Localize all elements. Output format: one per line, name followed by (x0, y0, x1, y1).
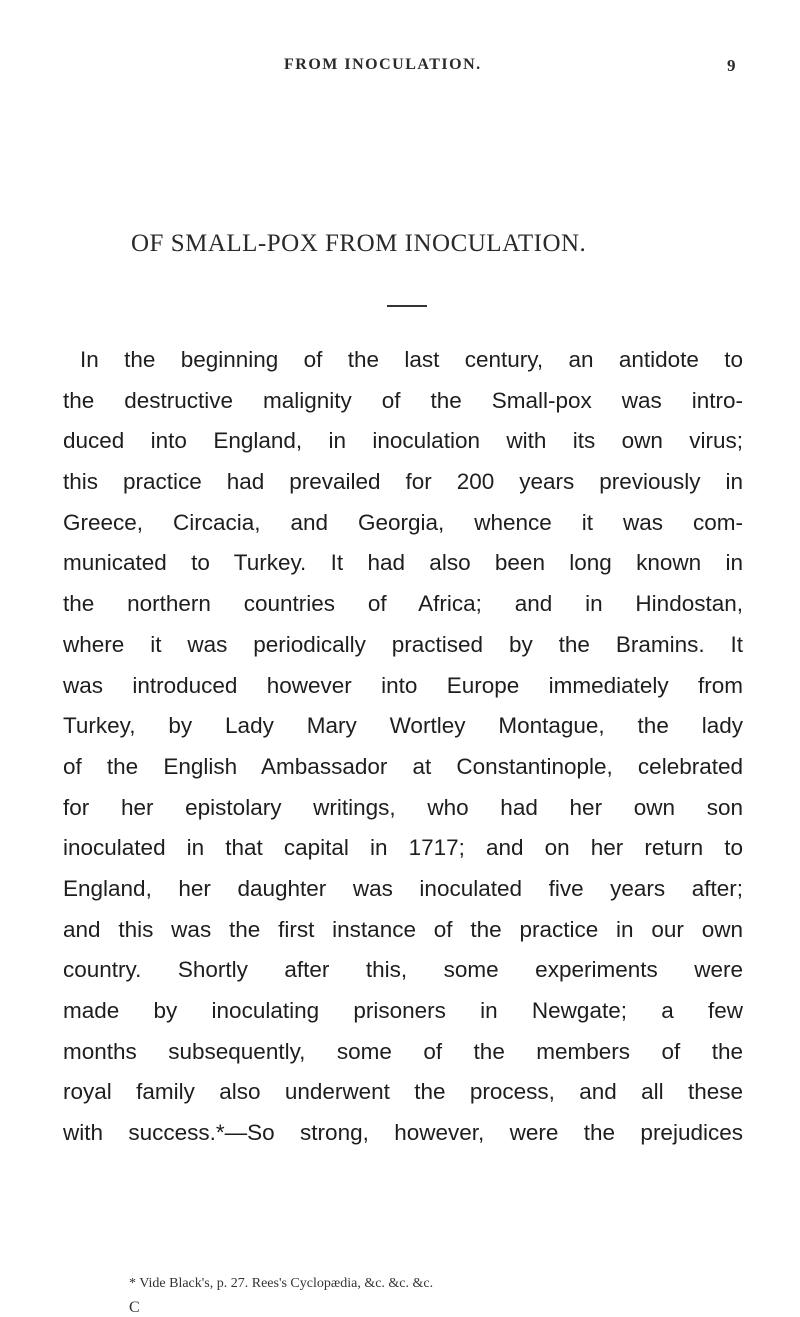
text-line: and this was the first instance of the practice in our own (63, 916, 743, 942)
text-line: of the English Ambassador at Constantinople, celebrated (63, 753, 743, 779)
running-head (0, 56, 800, 80)
footnote: * Vide Black's, p. 27. Rees's Cyclopædia, &c. &c. &c. (129, 1276, 434, 1291)
text-line: royal family also underwent the process, and all these (63, 1079, 743, 1105)
text-line: Turkey, by Lady Mary Wortley Montague, the lady (63, 713, 743, 739)
text-line: where it was periodically practised by the Bramins. It (63, 631, 743, 657)
signature-mark: C (129, 1299, 140, 1316)
text-line: months subsequently, some of the members of the (63, 1038, 743, 1064)
text-line: was introduced however into Europe immediately from (63, 672, 743, 698)
text-line: inoculated in that capital in 1717; and on her return to (63, 835, 743, 861)
text-line: the destructive malignity of the Small-pox was intro- (63, 387, 743, 413)
text-line: the northern countries of Africa; and in Hindostan, (63, 591, 743, 617)
body-text (63, 340, 743, 1154)
running-title: FROM INOCULATION. (284, 56, 482, 73)
text-line: duced into England, in inoculation with its own virus; (63, 428, 743, 454)
title-rule (387, 305, 427, 307)
text-line: with success.*—So strong, however, were the prejudices (63, 1120, 743, 1146)
page-number: 9 (727, 56, 736, 75)
text-line: Greece, Circacia, and Georgia, whence it was com- (63, 509, 743, 535)
text-line: this practice had prevailed for 200 years previously in (63, 469, 743, 495)
text-line: country. Shortly after this, some experiments were (63, 957, 743, 983)
text-line: made by inoculating prisoners in Newgate; a few (63, 998, 743, 1023)
chapter-title: OF SMALL-POX FROM INOCULATION. (131, 230, 587, 257)
text-line: England, her daughter was inoculated five years after; (63, 875, 743, 901)
text-line: for her epistolary writings, who had her own son (63, 794, 743, 820)
text-line: In the beginning of the last century, an antidote to (80, 347, 743, 372)
text-line: municated to Turkey. It had also been long known in (63, 550, 743, 576)
